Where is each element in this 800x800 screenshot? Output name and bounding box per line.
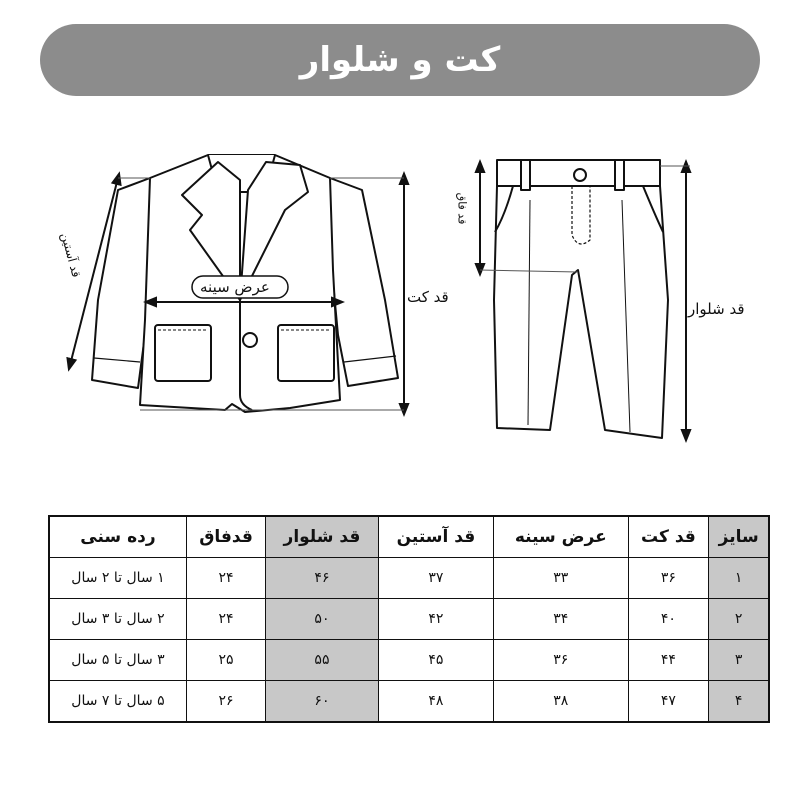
pants-icon bbox=[494, 160, 668, 438]
cell-pants-length: ۵۰ bbox=[266, 599, 379, 640]
header-sleeve-length: قد آستین bbox=[378, 516, 493, 558]
cell-age-range: ۲ سال تا ۳ سال bbox=[49, 599, 186, 640]
cell-age-range: ۱ سال تا ۲ سال bbox=[49, 558, 186, 599]
cell-pants-length: ۵۵ bbox=[266, 640, 379, 681]
page-title: کت و شلوار bbox=[299, 40, 501, 80]
header-rise: قدفاق bbox=[186, 516, 265, 558]
size-illustration bbox=[0, 130, 800, 460]
cell-chest-width: ۳۸ bbox=[494, 681, 629, 723]
size-table bbox=[48, 515, 770, 723]
rise-label: قد فاق bbox=[455, 192, 469, 225]
cell-sleeve-length: ۴۵ bbox=[378, 640, 493, 681]
header-age-range: رده سنی bbox=[49, 516, 186, 558]
cell-rise: ۲۵ bbox=[186, 640, 265, 681]
cell-age-range: ۳ سال تا ۵ سال bbox=[49, 640, 186, 681]
cell-pants-length: ۴۶ bbox=[266, 558, 379, 599]
cell-rise: ۲۴ bbox=[186, 599, 265, 640]
cell-jacket-length: ۳۶ bbox=[628, 558, 709, 599]
jacket-length-label: قد کت bbox=[407, 288, 449, 306]
header-pants-length: قد شلوار bbox=[266, 516, 379, 558]
cell-sleeve-length: ۳۷ bbox=[378, 558, 493, 599]
cell-rise: ۲۶ bbox=[186, 681, 265, 723]
cell-rise: ۲۴ bbox=[186, 558, 265, 599]
cell-age-range: ۵ سال تا ۷ سال bbox=[49, 681, 186, 723]
title-bar bbox=[40, 24, 760, 96]
header-jacket-length: قد کت bbox=[628, 516, 709, 558]
cell-sleeve-length: ۴۲ bbox=[378, 599, 493, 640]
cell-sleeve-length: ۴۸ bbox=[378, 681, 493, 723]
chest-width-label: عرض سینه bbox=[200, 278, 270, 296]
cell-size: ۱ bbox=[709, 558, 769, 599]
table-header-row bbox=[49, 516, 769, 558]
cell-size: ۲ bbox=[709, 599, 769, 640]
pants-length-label: قد شلوار bbox=[688, 300, 745, 318]
cell-jacket-length: ۴۰ bbox=[628, 599, 709, 640]
table-row bbox=[49, 558, 769, 599]
table-row bbox=[49, 640, 769, 681]
cell-jacket-length: ۴۷ bbox=[628, 681, 709, 723]
header-size: سایز bbox=[709, 516, 769, 558]
cell-jacket-length: ۴۴ bbox=[628, 640, 709, 681]
table-row bbox=[49, 681, 769, 723]
cell-size: ۴ bbox=[709, 681, 769, 723]
table-row bbox=[49, 599, 769, 640]
cell-pants-length: ۶۰ bbox=[266, 681, 379, 723]
cell-chest-width: ۳۳ bbox=[494, 558, 629, 599]
sleeve-length-label: قد آستین bbox=[58, 231, 84, 279]
cell-chest-width: ۳۶ bbox=[494, 640, 629, 681]
cell-size: ۳ bbox=[709, 640, 769, 681]
cell-chest-width: ۳۴ bbox=[494, 599, 629, 640]
header-chest-width: عرض سینه bbox=[494, 516, 629, 558]
